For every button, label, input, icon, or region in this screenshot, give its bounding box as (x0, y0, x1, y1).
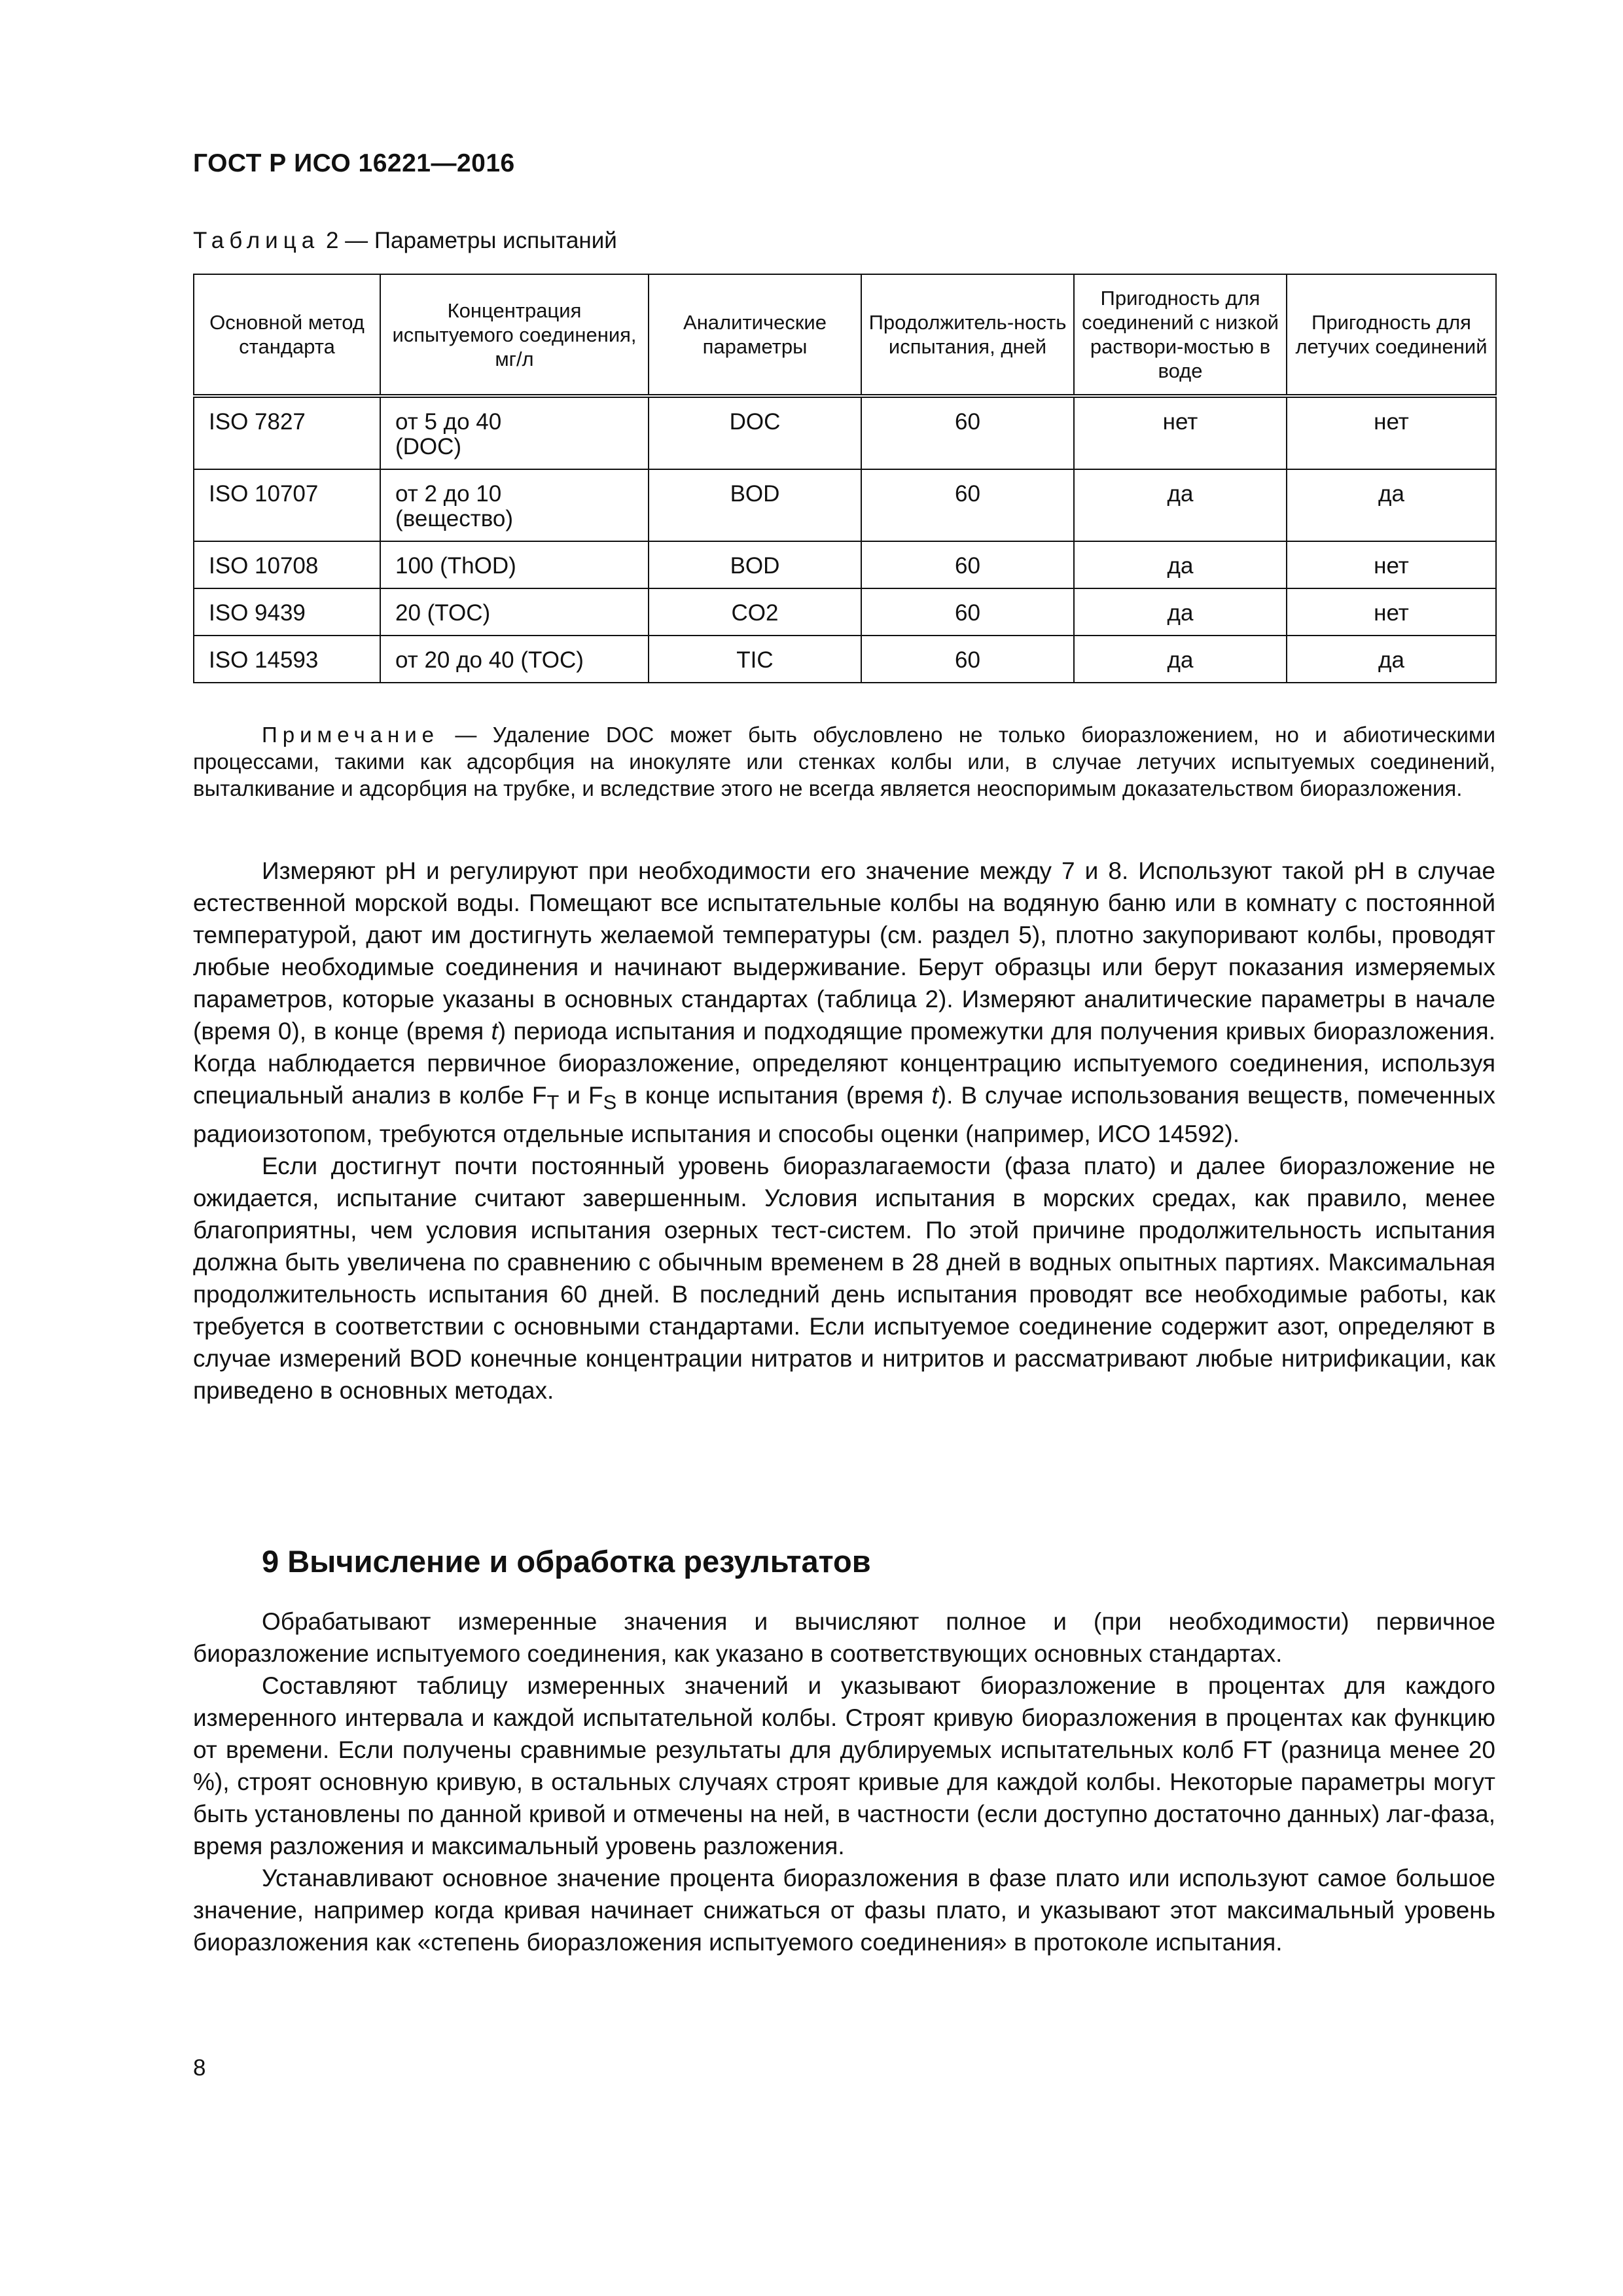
table-cell: 60 (861, 396, 1074, 469)
table-row (194, 469, 1496, 541)
column-header: Пригодность для летучих соединений (1287, 274, 1496, 396)
table-cell: да (1287, 636, 1496, 683)
table-cell: ISO 9439 (194, 588, 380, 636)
table-cell: DOC (649, 396, 861, 469)
cell-line: (DOC) (395, 434, 462, 459)
subscript: T (546, 1090, 560, 1114)
subscript: S (603, 1090, 617, 1114)
paragraph: Если достигнут почти постоянный уровень биоразлагаемости (фаза плато) и далее биоразложение не ожидается, испытание считают завершенным. Условия испытания в морских средах, как правило, менее благоприятны, чем условия испытания озерных тест-систем. По этой причине продолжительность испытания должна быть увеличена по сравнению с обычным временем в 28 дней в водных опытных партиях. Максимальная продолжительность испытания 60 дней. В последний день испытания проводят все необходимые работы, как требуется в соответствии с основными стандартами. Если испытуемое соединение содержит азот, определяют в случае измерений BOD конечные концентрации нитратов и нитритов и рассматривают любые нитрификации, как приведено в основных методах. (193, 1153, 1495, 1405)
text-run: t (931, 1082, 938, 1109)
table-note (193, 721, 1495, 802)
table-row (194, 396, 1496, 469)
table-header-row (194, 274, 1496, 396)
table-row (194, 636, 1496, 683)
table-cell: BOD (649, 469, 861, 541)
table-cell: TIC (649, 636, 861, 683)
table-cell: да (1074, 541, 1287, 588)
table-row (194, 541, 1496, 588)
text-run: t (491, 1018, 498, 1045)
parameters-table (193, 274, 1497, 683)
table-cell: нет (1287, 396, 1496, 469)
table-cell: 100 (ThOD) (380, 541, 649, 588)
table-cell: да (1074, 588, 1287, 636)
column-header: Концентрация испытуемого соединения, мг/л (380, 274, 649, 396)
paragraph: Составляют таблицу измеренных значений и указывают биоразложение в процентах для каждого измеренного интервала и каждой испытательной колбы. Строят кривую биоразложения в процентах как функцию от времени. Если получены сравнимые результаты для дублируемых испытательных колб FT (разница менее 20 %), строят основную кривую, в остальных случаях строят кривые для каждой колбы. Некоторые параметры могут быть установлены по данной кривой и отмечены на ней, в частности (если доступно достаточно данных) лаг-фаза, время разложения и максимальный уровень разложения. (193, 1672, 1495, 1859)
cell-line: от 5 до 40 (395, 409, 502, 435)
text-run: ). В случае использования веществ, помеченных радиоизотопом, требуются отдельные испытания и способы оценки (например, ИСО 14592). (193, 1082, 1495, 1148)
table-cell (380, 396, 649, 469)
page-number: 8 (193, 2055, 206, 2081)
text-run: ) периода испытания и подходящие промежутки для получения кривых биоразложения. Когда наблюдается первичное биоразложение, определяют концентрацию испытуемого соединения, используя специальный анализ в колбе F (193, 1018, 1495, 1109)
table-cell: ISO 10707 (194, 469, 380, 541)
body-text-block (193, 855, 1495, 1407)
table-cell: ISO 10708 (194, 541, 380, 588)
column-header: Продолжитель-ность испытания, дней (861, 274, 1074, 396)
table-caption (193, 228, 617, 254)
table-caption-label: Таблица (193, 228, 320, 253)
cell-line: от 2 до 10 (395, 481, 502, 507)
table-cell: 60 (861, 636, 1074, 683)
section-heading: 9 Вычисление и обработка результатов (262, 1544, 871, 1579)
cell-line: (вещество) (395, 506, 514, 531)
note-text: — Удаление DOC может быть обусловлено не только биоразложением, но и абиотическими процессами, такими как адсорбция на инокуляте или стенках колбы или, в случае летучих испытуемых соединений, выталкивание и адсорбция на трубке, и вследствие этого не всегда является неоспоримым доказательством биоразложения. (193, 723, 1495, 800)
table-cell: 20 (TOC) (380, 588, 649, 636)
table-cell: 60 (861, 541, 1074, 588)
note-label: Примечание (262, 723, 440, 747)
table-cell: нет (1287, 588, 1496, 636)
paragraph (193, 855, 1495, 1150)
body-text-block (193, 1605, 1495, 1958)
column-header: Аналитические параметры (649, 274, 861, 396)
paragraph: Устанавливают основное значение процента биоразложения в фазе плато или используют самое большое значение, например когда кривая начинает снижаться от фазы плато, и указывают этот максимальный уровень биоразложения как «степень биоразложения испытуемого соединения» в протоколе испытания. (193, 1865, 1495, 1956)
column-header: Основной метод стандарта (194, 274, 380, 396)
table-cell: да (1287, 469, 1496, 541)
table-caption-text: 2 — Параметры испытаний (319, 228, 617, 253)
text-run: и F (559, 1082, 603, 1109)
table-cell: нет (1074, 396, 1287, 469)
table-cell: от 20 до 40 (TOC) (380, 636, 649, 683)
text-run: Измеряют pH и регулируют при необходимости его значение между 7 и 8. Используют такой pH в случае естественной морской воды. Помещают все испытательные колбы на водяную баню или в комнату с постоянной температурой, дают им достигнуть желаемой температуры (см. раздел 5), плотно закупоривают колбы, проводят любые необходимые соединения и начинают выдерживание. Берут образцы или берут показания измеряемых параметров, которые указаны в основных стандартах (таблица 2). Измеряют аналитические параметры в начале (время 0), в конце (время (193, 857, 1495, 1045)
table-cell: 60 (861, 469, 1074, 541)
table-cell: нет (1287, 541, 1496, 588)
table-cell: CO2 (649, 588, 861, 636)
table-cell: ISO 14593 (194, 636, 380, 683)
table-cell: да (1074, 469, 1287, 541)
column-header: Пригодность для соединений с низкой раствори-мостью в воде (1074, 274, 1287, 396)
table-cell: да (1074, 636, 1287, 683)
table-cell (380, 469, 649, 541)
table-cell: 60 (861, 588, 1074, 636)
table-cell: BOD (649, 541, 861, 588)
table-cell: ISO 7827 (194, 396, 380, 469)
text-run: в конце испытания (время (616, 1082, 932, 1109)
paragraph: Обрабатывают измеренные значения и вычисляют полное и (при необходимости) первичное биоразложение испытуемого соединения, как указано в соответствующих основных стандартах. (193, 1608, 1495, 1667)
table-row (194, 588, 1496, 636)
document-header: ГОСТ Р ИСО 16221—2016 (193, 149, 515, 177)
